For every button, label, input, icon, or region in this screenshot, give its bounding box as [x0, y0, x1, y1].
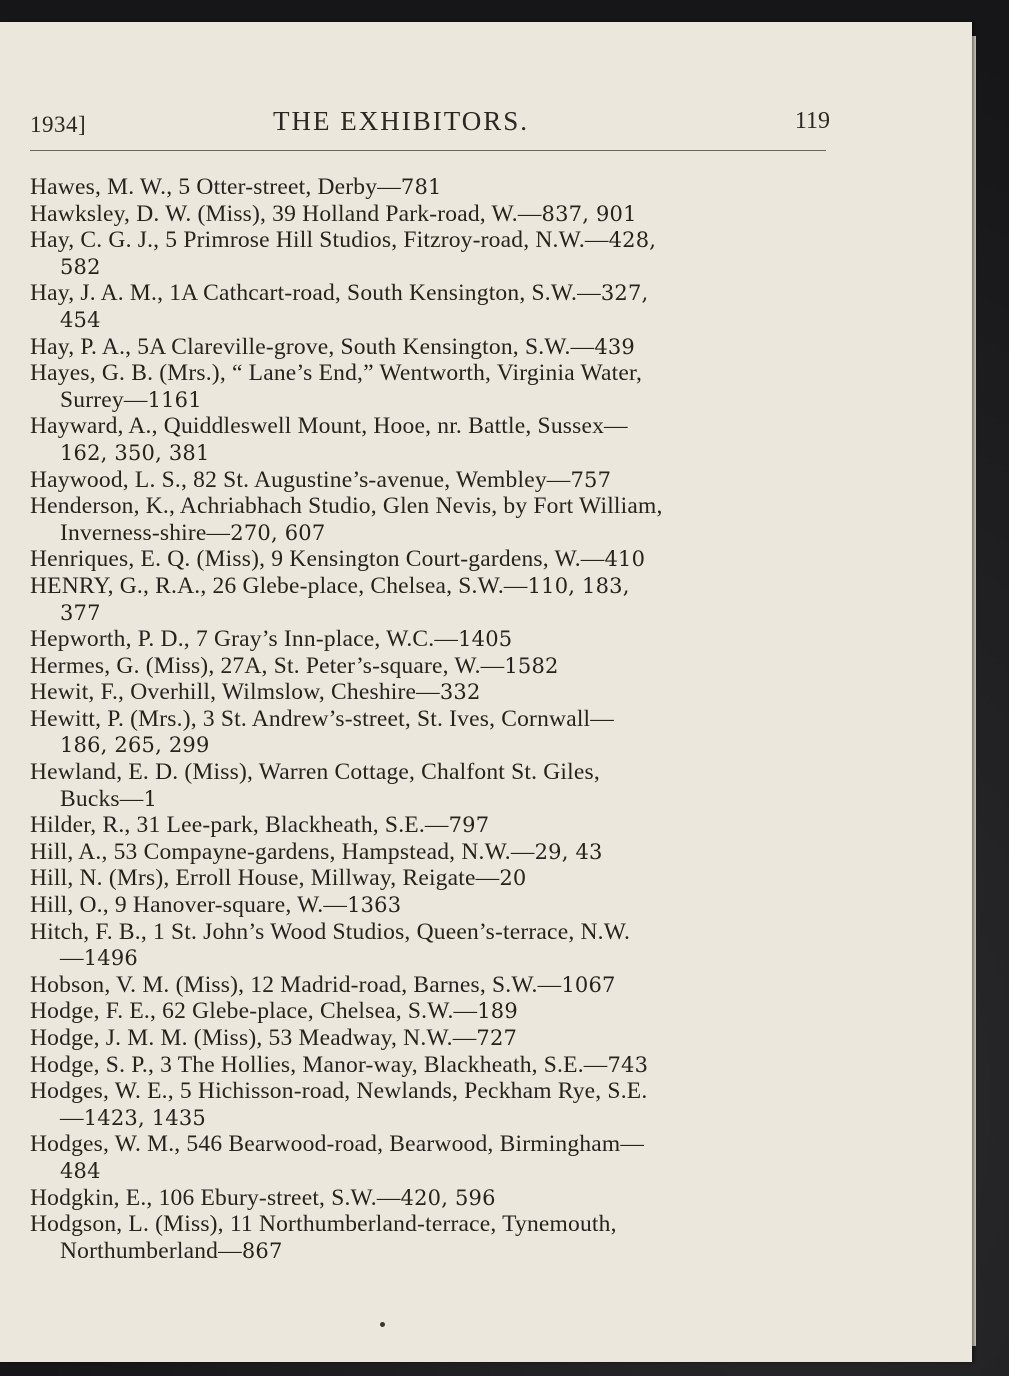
entry-catalogue-numbers: 162, 350, 381 — [60, 440, 210, 465]
exhibitor-entry — [30, 998, 860, 1025]
entry-text: Haywood, L. S., 82 St. Augustine’s-avenue, Wembley— — [30, 466, 571, 493]
entry-text: Hill, N. (Mrs), Erroll House, Millway, Reigate— — [30, 865, 500, 892]
exhibitor-entry-continuation — [30, 945, 860, 972]
entry-text: Hewitt, P. (Mrs.), 3 St. Andrew’s-street, St. Ives, Cornwall— — [30, 705, 614, 732]
entry-catalogue-numbers: 410 — [604, 547, 646, 572]
exhibitor-entry-continuation — [30, 732, 860, 759]
entry-text: Hodges, W. E., 5 Hichisson-road, Newlands, Peckham Rye, S.E. — [30, 1078, 648, 1105]
entry-text: Hodge, J. M. M. (Miss), 53 Meadway, N.W.— — [30, 1025, 477, 1051]
entry-text: Hitch, F. B., 1 St. John’s Wood Studios, Queen’s-terrace, N.W. — [30, 918, 631, 945]
entry-text: Hodges, W. M., 546 Bearwood-road, Bearwood, Birmingham— — [30, 1131, 645, 1158]
entry-catalogue-numbers: 757 — [570, 467, 612, 492]
entry-catalogue-numbers: 1161 — [147, 387, 202, 412]
book-page — [0, 22, 972, 1362]
entry-text: Hawes, M. W., 5 Otter-street, Derby— — [30, 174, 401, 200]
exhibitor-entry — [30, 1052, 860, 1079]
entry-catalogue-numbers: 1 — [143, 786, 158, 811]
entry-catalogue-numbers: 29, 43 — [534, 839, 603, 864]
entry-text: Bucks— — [60, 785, 144, 812]
entry-text: Hewit, F., Overhill, Wilmslow, Cheshire— — [30, 679, 440, 706]
page-mark — [380, 1322, 385, 1327]
entry-catalogue-numbers: 867 — [241, 1238, 283, 1263]
entry-catalogue-numbers: 743 — [607, 1052, 649, 1077]
entry-catalogue-numbers: 1423, 1435 — [83, 1105, 206, 1130]
exhibitor-entry — [30, 280, 860, 307]
entry-catalogue-numbers: 20 — [499, 866, 527, 891]
entry-text: Hayes, G. B. (Mrs.), “ Lane’s End,” Wentworth, Virginia Water, — [30, 360, 643, 387]
exhibitor-entry — [30, 759, 860, 786]
entry-catalogue-numbers: 186, 265, 299 — [60, 733, 210, 758]
entry-text: Hodge, S. P., 3 The Hollies, Manor-way, Blackheath, S.E.— — [30, 1051, 608, 1078]
page-header — [30, 106, 830, 142]
entry-text: Hodgson, L. (Miss), 11 Northumberland-terrace, Tynemouth, — [30, 1211, 617, 1238]
exhibitor-entry — [30, 1211, 860, 1238]
exhibitor-entry — [30, 892, 860, 919]
exhibitor-entry — [30, 1025, 860, 1052]
entry-text: Hodgkin, E., 106 Ebury-street, S.W.— — [30, 1184, 401, 1211]
exhibitor-entry — [30, 201, 860, 228]
entry-text: Surrey— — [60, 386, 148, 413]
entry-text: Henderson, K., Achriabhach Studio, Glen Nevis, by Fort William, — [30, 493, 663, 520]
entry-text: Hawksley, D. W. (Miss), 39 Holland Park-road, W.— — [30, 200, 542, 227]
entry-catalogue-numbers: 428, — [608, 228, 657, 253]
exhibitor-entry-continuation — [30, 254, 860, 281]
entry-catalogue-numbers: 110, 183, — [527, 573, 630, 598]
exhibitor-entry — [30, 706, 860, 733]
entry-catalogue-numbers: 727 — [476, 1026, 518, 1050]
entry-catalogue-numbers: 484 — [60, 1158, 101, 1183]
exhibitor-entry-continuation — [30, 1105, 860, 1132]
entry-text: Hay, P. A., 5A Clareville-grove, South Kensington, S.W.— — [30, 333, 595, 360]
exhibitor-entry — [30, 839, 860, 866]
exhibitor-entry — [30, 919, 860, 946]
entry-text: Hermes, G. (Miss), 27A, St. Peter’s-square, W.— — [30, 652, 505, 679]
header-year: 1934] — [30, 112, 87, 137]
entry-text: HENRY, G., R.A., 26 Glebe-place, Chelsea, S.W.— — [30, 572, 528, 599]
exhibitor-entry — [30, 546, 860, 573]
exhibitor-entry — [30, 812, 860, 839]
entry-text: Henriques, E. Q. (Miss), 9 Kensington Court-gardens, W.— — [30, 546, 605, 573]
entry-text: Hay, J. A. M., 1A Cathcart-road, South Kensington, S.W.— — [30, 280, 601, 307]
entry-catalogue-numbers: 377 — [60, 600, 101, 625]
entry-catalogue-numbers: 270, 607 — [230, 520, 326, 545]
entry-catalogue-numbers: 1363 — [347, 893, 402, 918]
entry-text: Hill, A., 53 Compayne-gardens, Hampstead, N.W.— — [30, 838, 535, 865]
entry-catalogue-numbers: 420, 596 — [400, 1185, 496, 1210]
entry-catalogue-numbers: 797 — [448, 813, 490, 838]
exhibitor-entry — [30, 573, 860, 600]
exhibitor-entry — [30, 865, 860, 892]
header-title: THE EXHIBITORS. — [273, 106, 529, 136]
entry-text: Hayward, A., Quiddleswell Mount, Hooe, nr. Battle, Sussex— — [30, 413, 628, 440]
exhibitor-entry-continuation — [30, 387, 860, 414]
exhibitor-entry — [30, 1131, 860, 1158]
exhibitor-entry-continuation — [30, 1158, 860, 1185]
entry-catalogue-numbers: 1582 — [504, 653, 559, 678]
exhibitor-list — [30, 174, 860, 1264]
entry-text: Hilder, R., 31 Lee-park, Blackheath, S.E.— — [30, 812, 449, 839]
header-rule — [30, 150, 826, 151]
exhibitor-entry — [30, 972, 860, 999]
entry-catalogue-numbers: 1496 — [83, 946, 138, 971]
entry-catalogue-numbers: 837, 901 — [541, 201, 637, 226]
entry-text: — — [60, 1104, 84, 1131]
exhibitor-entry-continuation — [30, 1238, 860, 1265]
exhibitor-entry — [30, 467, 860, 494]
exhibitor-entry-continuation — [30, 520, 860, 547]
entry-catalogue-numbers: 1067 — [561, 972, 616, 997]
exhibitor-entry — [30, 360, 860, 387]
exhibitor-entry — [30, 413, 860, 440]
exhibitor-entry — [30, 1185, 860, 1212]
entry-catalogue-numbers: 582 — [60, 254, 101, 279]
entry-catalogue-numbers: 439 — [594, 334, 635, 359]
entry-text: Hobson, V. M. (Miss), 12 Madrid-road, Barnes, S.W.— — [30, 971, 562, 998]
exhibitor-entry-continuation — [30, 307, 860, 334]
entry-catalogue-numbers: 1405 — [458, 627, 513, 652]
entry-text: Hewland, E. D. (Miss), Warren Cottage, Chalfont St. Giles, — [30, 759, 600, 786]
exhibitor-entry — [30, 679, 860, 706]
entry-catalogue-numbers: 781 — [400, 175, 442, 199]
entry-text: Northumberland— — [60, 1237, 242, 1264]
exhibitor-entry — [30, 626, 860, 653]
header-page-number: 119 — [794, 108, 830, 134]
exhibitor-entry-continuation — [30, 786, 860, 813]
entry-text: Inverness-shire— — [60, 519, 231, 546]
entry-text: Hepworth, P. D., 7 Gray’s Inn-place, W.C.— — [30, 626, 459, 653]
entry-text: — — [60, 945, 84, 972]
entry-text: Hill, O., 9 Hanover-square, W.— — [30, 892, 348, 919]
entry-text: Hodge, F. E., 62 Glebe-place, Chelsea, S.W.— — [30, 998, 478, 1025]
exhibitor-entry — [30, 174, 860, 201]
exhibitor-entry — [30, 653, 860, 680]
entry-catalogue-numbers: 327, — [600, 281, 649, 306]
exhibitor-entry-continuation — [30, 440, 860, 467]
exhibitor-entry — [30, 493, 860, 520]
exhibitor-entry — [30, 334, 860, 361]
exhibitor-entry-continuation — [30, 600, 860, 627]
exhibitor-entry — [30, 227, 860, 254]
entry-text: Hay, C. G. J., 5 Primrose Hill Studios, Fitzroy-road, N.W.— — [30, 227, 609, 254]
entry-catalogue-numbers: 454 — [60, 307, 101, 332]
exhibitor-entry — [30, 1078, 860, 1105]
entry-catalogue-numbers: 332 — [439, 680, 481, 705]
entry-catalogue-numbers: 189 — [477, 999, 518, 1024]
